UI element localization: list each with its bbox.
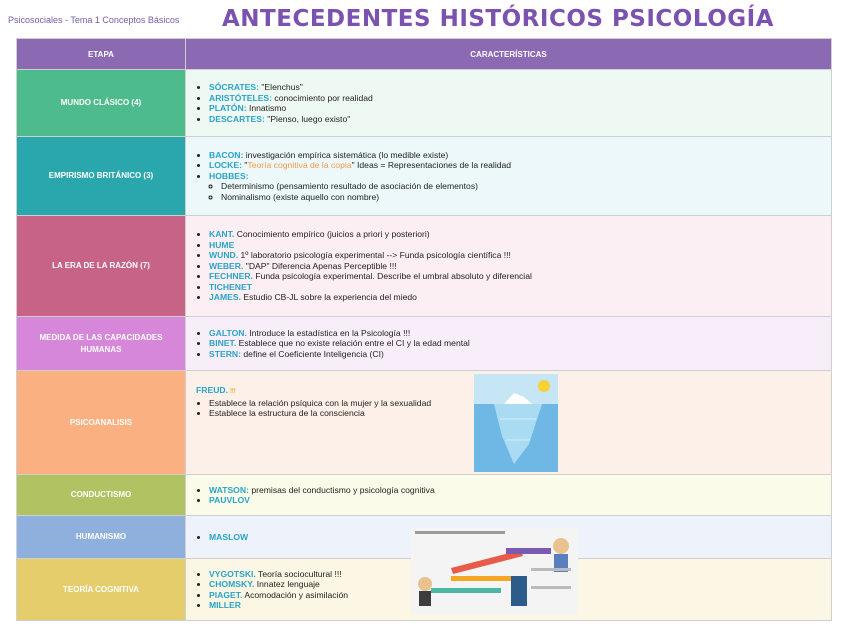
author-name: PLATÓN: (209, 103, 247, 113)
list-item (209, 282, 825, 293)
author-name: CHOMSKY. (209, 579, 255, 589)
list-item (209, 495, 825, 506)
author-name: MILLER (209, 600, 241, 610)
stage-conductismo: CONDUCTISMO (17, 475, 186, 516)
item-text: "Pienso, luego existo" (264, 113, 351, 124)
item-text: Funda psicología experimental. Describe el umbral absoluto y diferencial (252, 271, 532, 282)
item-text: Conocimiento empírico (juicios a priori y posteriori) (234, 229, 430, 240)
item-text: conocimiento por realidad (272, 92, 373, 103)
item-text: investigación empírica sistemática (lo medible existe) (243, 149, 449, 160)
column-header-features: CARACTERÍSTICAS (186, 39, 832, 70)
list-item (209, 150, 825, 161)
features-mundo-clasico (186, 70, 832, 137)
item-text: "DAP" Diferencia Apenas Perceptible !!! (243, 260, 397, 271)
features-era-razon (186, 216, 832, 317)
item-text: Introduce la estadística en la Psicología !!! (246, 327, 411, 338)
author-name: STERN: (209, 348, 241, 359)
item-text: Innatez lenguaje (254, 579, 320, 589)
features-empirismo (186, 137, 832, 216)
sub-list-item: ◦ Nominalismo (existe aquello con nombre) (221, 192, 825, 203)
author-name: WATSON: (209, 484, 249, 495)
author-name: FECHNER. (209, 271, 253, 282)
features-conductismo (186, 475, 832, 516)
item-text: " Ideas = Representaciones de la realidad (351, 160, 512, 171)
list-item (209, 328, 825, 339)
author-name: PIAGET. (209, 589, 243, 600)
list-item (209, 171, 825, 203)
author-name: WUND. (209, 250, 239, 261)
item-text: Innatismo (246, 103, 287, 113)
table-row (17, 137, 832, 216)
table-row (17, 216, 832, 317)
item-text: premisas del conductismo y psicología cognitiva (248, 484, 435, 495)
list-item (209, 250, 825, 261)
features-psicoanalisis (186, 371, 832, 475)
list-item (209, 240, 825, 251)
item-text: Acomodación y asimilación (242, 589, 349, 600)
author-name: HOBBES: (209, 170, 249, 181)
author-name: BACON: (209, 149, 244, 160)
item-text: Establece que no existe relación entre el CI y la edad mental (236, 338, 470, 349)
sub-list-item: ◦ Determinismo (pensamiento resultado de asociación de elementos) (221, 181, 825, 192)
features-medida-capacidades (186, 317, 832, 371)
item-text: 1º laboratorio psicología experimental --> Funda psicología científica !!! (238, 250, 511, 261)
item-text: define el Coeficiente Inteligencia (CI) (241, 348, 384, 359)
item-text: Estudio CB-JL sobre la experiencia del miedo (241, 292, 417, 303)
author-name: SÓCRATES: (209, 82, 259, 92)
list-item: • Establece la estructura de la consciencia (209, 408, 825, 419)
highlighted-theory: Teoría cognitiva de la copia (247, 160, 352, 171)
document-subtitle: Psicosociales - Tema 1 Conceptos Básicos (8, 15, 180, 25)
list-item (209, 292, 825, 303)
table-row (17, 70, 832, 137)
iceberg-image (474, 374, 558, 472)
table-row (17, 317, 832, 371)
stage-mundo-clasico: MUNDO CLÁSICO (4) (17, 70, 186, 137)
author-name: WEBER. (209, 260, 244, 271)
list-item (209, 93, 825, 104)
stage-era-razon: LA ERA DE LA RAZÓN (7) (17, 216, 186, 317)
author-name: ARISTÓTELES: (209, 92, 273, 103)
table-row (17, 371, 832, 475)
stage-medida-capacidades: MEDIDA DE LAS CAPACIDADES HUMANAS (17, 317, 186, 371)
author-name: PAUVLOV (209, 495, 250, 505)
author-name: MASLOW (209, 531, 249, 542)
vygotsky-infographic (411, 528, 578, 614)
author-name: BINET. (209, 338, 237, 349)
stage-empirismo: EMPIRISMO BRITÁNICO (3) (17, 137, 186, 216)
item-text: "Elenchus" (258, 82, 303, 92)
item-text: Teoría sociocultural !!! (255, 568, 342, 579)
list-item (209, 160, 825, 171)
list-item (209, 485, 825, 496)
list-item (209, 82, 825, 93)
author-name: JAMES. (209, 292, 241, 303)
list-item (209, 114, 825, 125)
page-title: ANTECEDENTES HISTÓRICOS PSICOLOGÍA (222, 6, 774, 32)
warning-mark: !!! (228, 388, 236, 395)
author-name: HUME (209, 239, 235, 250)
list-item (209, 229, 825, 240)
stage-teoria-cognitiva: TEORÍA COGNITIVA (17, 559, 186, 621)
author-name: GALTON. (209, 327, 247, 338)
table-row (17, 475, 832, 516)
author-name: VYGOTSKI. (209, 568, 256, 579)
column-header-stage: ETAPA (17, 39, 186, 70)
list-item (209, 349, 825, 360)
table-header-row (17, 39, 832, 70)
list-item (209, 261, 825, 272)
stage-psicoanalisis: PSICOANALISIS (17, 371, 186, 475)
author-name: FREUD. (196, 385, 228, 395)
list-item (209, 103, 825, 114)
stage-humanismo: HUMANISMO (17, 516, 186, 559)
author-name: KANT. (209, 229, 235, 240)
page-header (0, 0, 848, 38)
list-item (209, 271, 825, 282)
author-name: DESCARTES: (209, 113, 265, 124)
item-text: " (241, 160, 248, 171)
list-item (209, 338, 825, 349)
list-item: • Establece la relación psíquica con la mujer y la sexualidad (209, 398, 825, 409)
author-name: TICHENET (209, 281, 252, 292)
author-name: LOCKE: (209, 160, 242, 171)
